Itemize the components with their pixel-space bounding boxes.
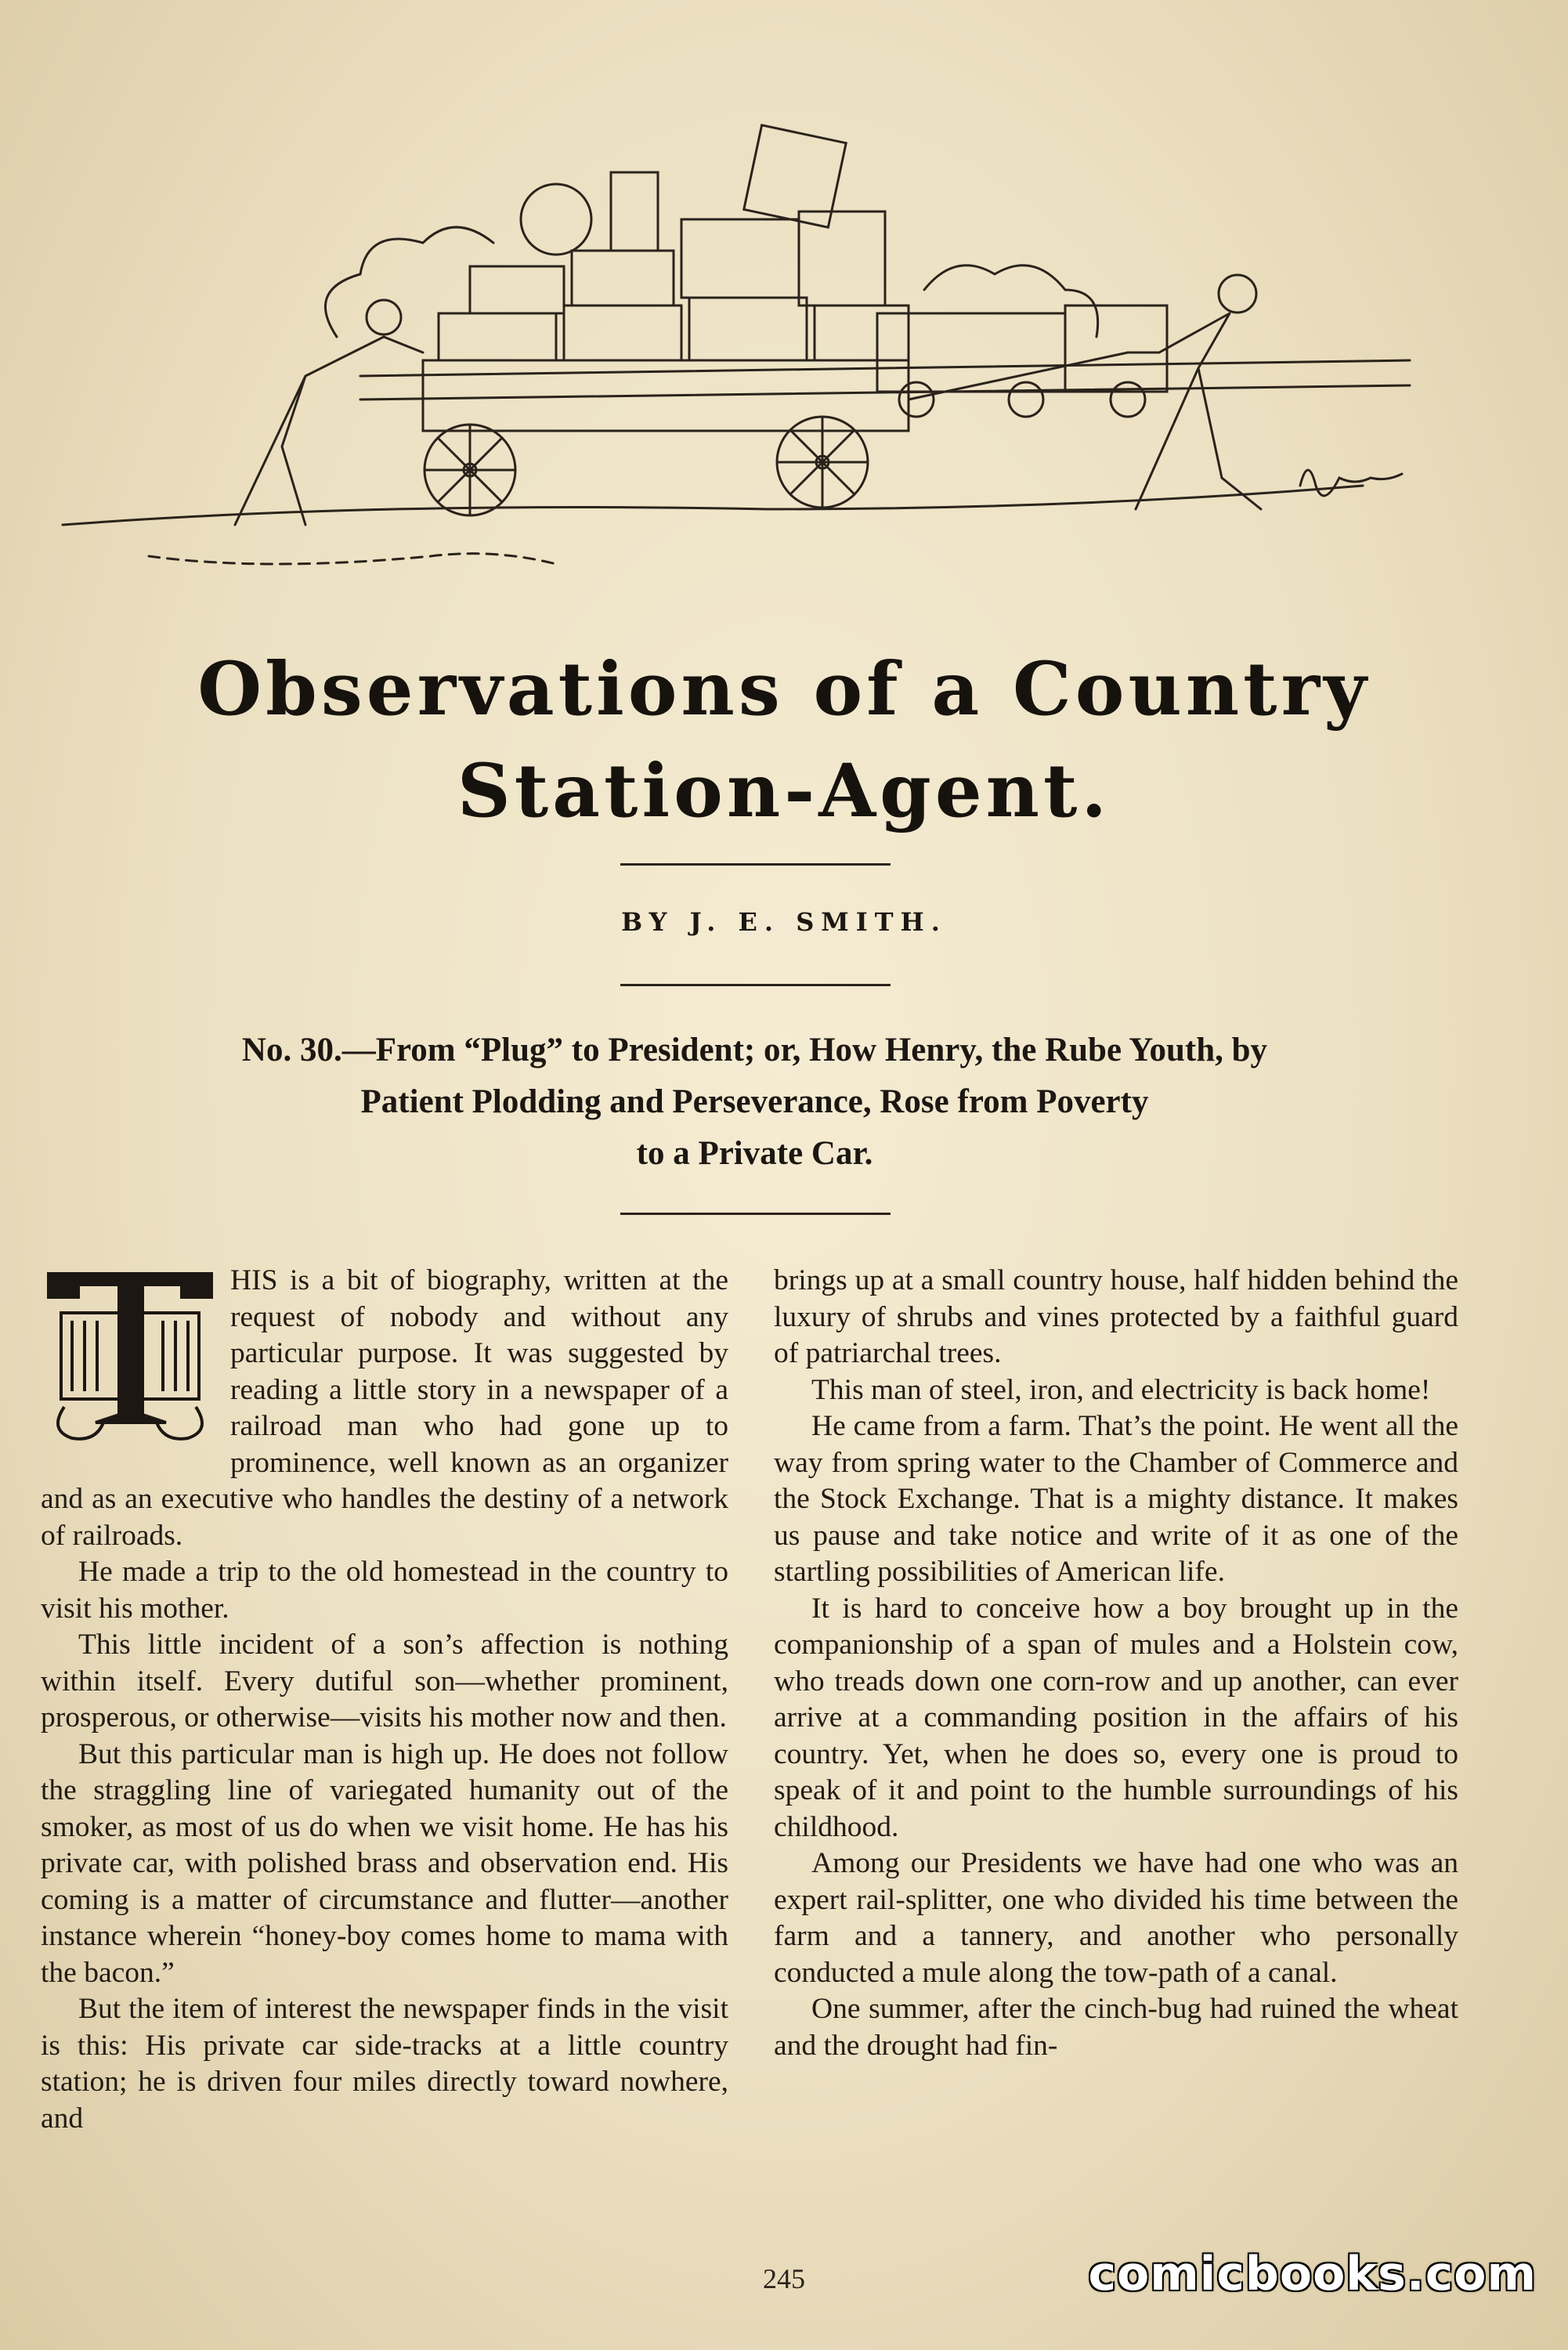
body-column-left xyxy=(41,1263,728,2137)
paragraph: This little incident of a son’s affection is nothing within itself. Every dutiful son—whether prominent, prosperous, or otherwise—visits his mother now and then. xyxy=(41,1629,728,1734)
title-line-2: Station-Agent. xyxy=(457,748,1111,834)
title-divider xyxy=(620,863,891,866)
watermark: comicbooks.com xyxy=(1088,2247,1537,2301)
article-subtitle xyxy=(43,1025,1466,1180)
body-column-right xyxy=(774,1263,1458,2064)
subtitle-line-1: No. 30.—From “Plug” to President; or, How Henry, the Rube Youth, by xyxy=(241,1032,1268,1068)
subtitle-line-3: to a Private Car. xyxy=(636,1135,873,1172)
title-line-1: Observations of a Country xyxy=(197,646,1371,732)
paragraph: He came from a farm. That’s the point. He went all the way from spring water to the Chamber of Commerce and the Stock Exchange. That is a mighty distance. It makes us pause and take notice and write of it as one of the startling possibilities of American life. xyxy=(774,1410,1458,1588)
byline: BY J. E. SMITH. xyxy=(621,907,947,937)
paragraph: brings up at a small country house, half hidden behind the luxury of shrubs and vines protected by a faithful guard of patriarchal trees. xyxy=(774,1264,1458,1369)
paragraph: He made a trip to the old homestead in the country to visit his mother. xyxy=(41,1556,728,1625)
drop-cap-t-icon xyxy=(41,1266,219,1451)
subtitle-divider xyxy=(620,1213,891,1215)
paragraph: It is hard to conceive how a boy brought up in the companionship of a span of mules and a Holstein cow, who treads down one corn-row and up another, can ever arrive at a commanding position in the affairs of his country. Yet, when he does so, every one is proud to speak of it and point to the humble surroundings of his childhood. xyxy=(774,1592,1458,1843)
paragraph: This man of steel, iron, and electricity is back home! xyxy=(811,1373,1431,1406)
paragraph: HIS is a bit of biography, written at the request of nobody and without any particular purpose. It was suggested by reading a little story in a newspaper of a railroad man who had gone up to prominence, well known as an organizer and as an executive who handles the destiny of a network of railroads. xyxy=(41,1264,728,1552)
article-title xyxy=(0,638,1568,842)
header-illustration xyxy=(47,118,1457,572)
page-number: 245 xyxy=(763,2263,805,2294)
baggage-truck-illustration-icon xyxy=(47,118,1457,572)
paragraph: Among our Presidents we have had one who was an expert rail-splitter, one who divided his time between the farm and a tannery, and another who personally conducted a mule along the tow-path of a canal. xyxy=(774,1847,1458,1989)
subtitle-line-2: Patient Plodding and Perseverance, Rose from Poverty xyxy=(360,1083,1149,1120)
byline-divider xyxy=(620,984,891,986)
paragraph: But this particular man is high up. He does not follow the straggling line of variegated humanity out of the smoker, as most of us do when we visit home. He has his private car, with polished brass and observation end. His coming is a matter of circumstance and flutter—another instance wherein “honey-boy comes home to mama with the bacon.” xyxy=(41,1737,728,1989)
paragraph: But the item of interest the newspaper finds in the visit is this: His private car side-tracks at a little country station; he is driven four miles directly toward nowhere, and xyxy=(41,1993,728,2135)
paragraph: One summer, after the cinch-bug had ruined the wheat and the drought had fin- xyxy=(774,1993,1458,2062)
